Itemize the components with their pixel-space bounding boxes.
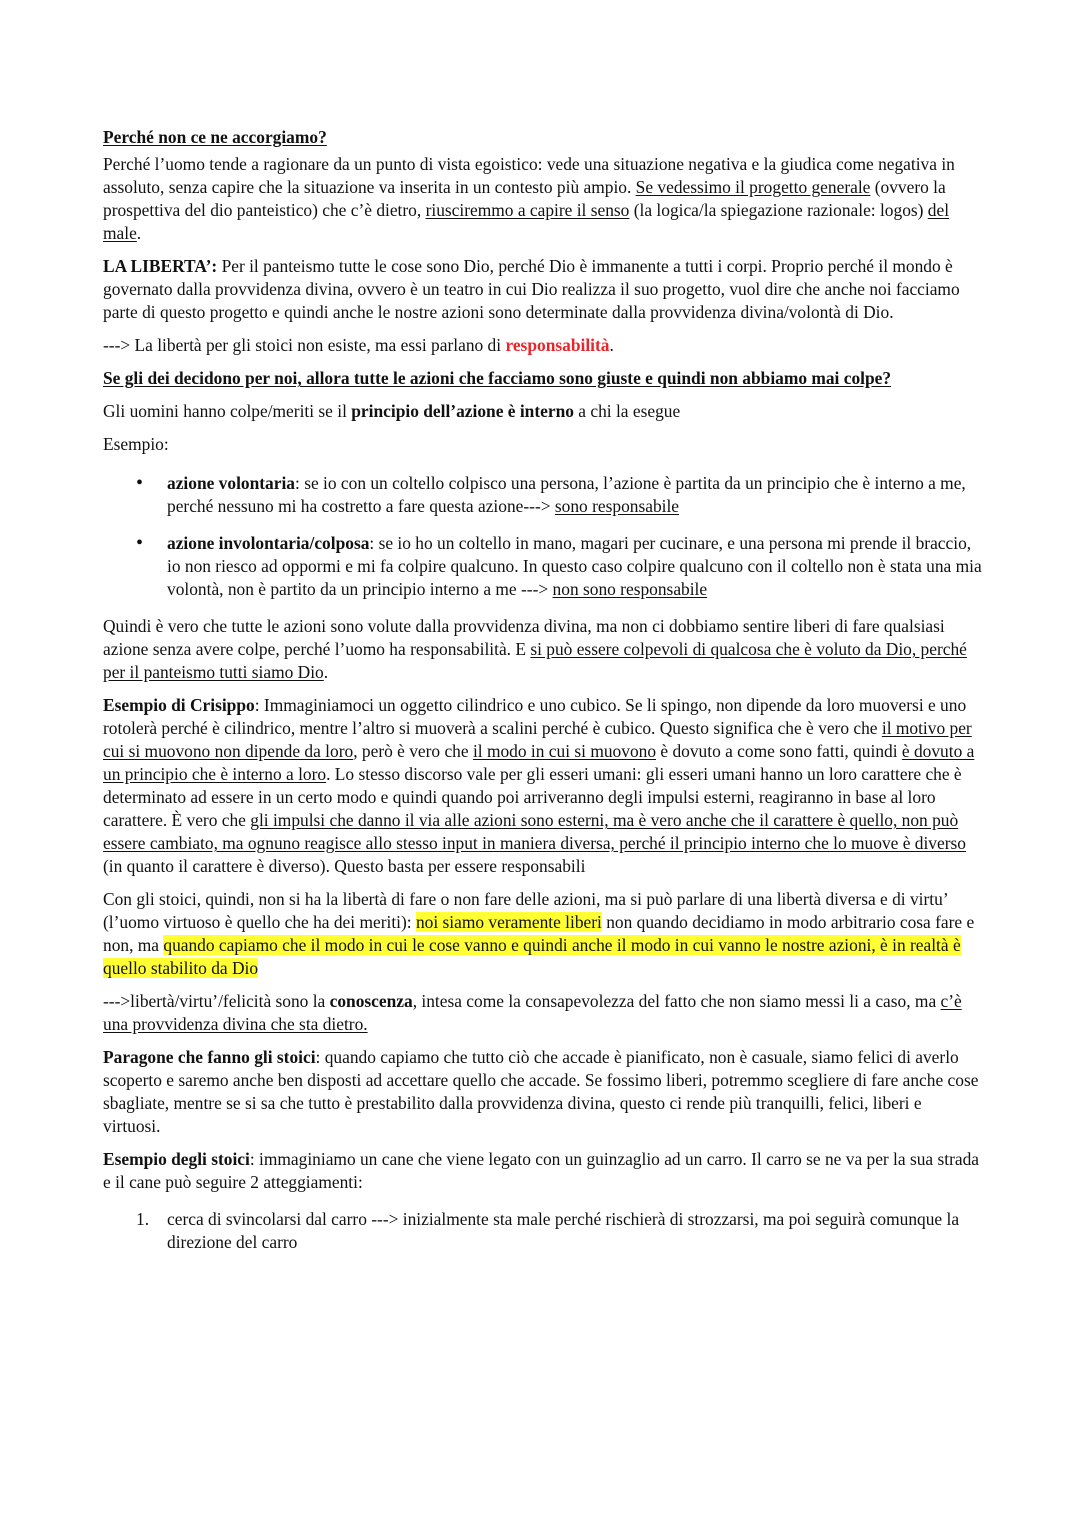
bullet-list-azioni — [103, 472, 983, 601]
paragraph-colpevoli — [103, 615, 983, 684]
text: : immaginiamo un cane che viene legato con un guinzaglio ad un carro. Il carro se ne va per la sua strada e il cane può seguire 2 atteggiamenti: — [103, 1149, 980, 1192]
text: . — [323, 662, 329, 682]
paragraph-paragone — [103, 1046, 983, 1138]
paragraph-principio-azione — [103, 400, 983, 423]
paragone-label: Paragone che fanno gli stoici — [103, 1047, 316, 1067]
underlined-text: Se vedessimo il progetto generale — [635, 177, 871, 197]
underlined-text: sono responsabile — [554, 496, 680, 516]
text: (in quanto il carattere è diverso). Questo basta per essere responsabili — [103, 856, 586, 876]
text: . — [136, 223, 142, 243]
text: Quindi è vero che tutte le azioni sono volute dalla provvidenza divina, ma non ci dobbiamo sentire liberi di fare qualsiasi azione senza avere colpe, perché l’uomo ha responsabilità. E — [103, 616, 945, 659]
underlined-text: riusciremmo a capire il senso — [425, 200, 630, 220]
text: (ovvero la prospettiva del dio panteistico) che c’è dietro, — [103, 177, 946, 220]
underlined-text: il motivo per cui si muovono non dipende da loro — [103, 718, 972, 761]
crisippo-label: Esempio di Crisippo — [103, 695, 255, 715]
responsabilita-keyword: responsabilità — [505, 335, 610, 355]
list-item-azione-involontaria — [103, 532, 983, 601]
text: Con gli stoici, quindi, non si ha la libertà di fare o non fare delle azioni, ma si può parlare di una libertà diversa e di virtu’ (l’uomo virtuoso è quello che ha dei meriti): — [103, 889, 948, 932]
highlighted-text: noi siamo veramente liberi — [415, 912, 602, 932]
text: cerca di svincolarsi dal carro ---> inizialmente sta male perché rischierà di strozzarsi, ma poi seguirà comunque la direzione del carro — [167, 1209, 960, 1252]
paragraph-conoscenza — [103, 990, 983, 1036]
text: . Lo stesso discorso vale per gli esseri umani: gli esseri umani hanno un loro carattere che è determinato ad essere in un certo modo e quindi quando poi arriveranno degli impulsi esterni, reagiranno in base al loro carattere. È vero che — [103, 764, 962, 830]
text: Gli uomini hanno colpe/meriti se il — [103, 401, 352, 421]
underlined-text: c’è una provvidenza divina che sta dietro. — [103, 991, 962, 1034]
underlined-text: è dovuto a un principio che è interno a loro — [103, 741, 975, 784]
text: non quando decidiamo in modo arbitrario cosa fare e non, ma — [103, 912, 975, 955]
list-item-azione-volontaria — [103, 472, 983, 518]
list-number: 1. — [136, 1209, 150, 1229]
bold-text: conoscenza — [329, 991, 413, 1011]
text: ---> La libertà per gli stoici non esiste, ma essi parlano di — [103, 335, 506, 355]
liberta-label: LA LIBERTA’: — [103, 256, 218, 276]
text: è dovuto a come sono fatti, quindi — [656, 741, 902, 761]
text: : se io ho un coltello in mano, magari per cucinare, e una persona mi prende il braccio, io non riesco ad oppormi e mi fa colpire qualcuno. In questo caso colpire qualcuno con il coltello non è stata una mia volontà, non è partito da un principio interno a me ---> — [167, 533, 982, 599]
underlined-text: si può essere colpevoli di qualcosa che è voluto da Dio, perché per il panteismo tutti siamo Dio — [103, 639, 967, 682]
text: --->libertà/virtu’/felicità sono la — [103, 991, 330, 1011]
underlined-text: gli impulsi che danno il via alle azioni sono esterni, ma è vero anche che il carattere è quello, non può essere cambiato, ma ognuno reagisce allo stesso input in maniera diversa, perché il principio interno che lo muove è diverso — [103, 810, 966, 853]
bold-text: azione volontaria — [167, 473, 296, 493]
underlined-text: non sono responsabile — [552, 579, 708, 599]
highlighted-text: quando capiamo che il modo in cui le cose vanno e quindi anche il modo in cui vanno le nostre azioni, è in realtà è quello stabilito da Dio — [103, 935, 961, 978]
text: , però è vero che — [353, 741, 473, 761]
paragraph-liberta — [103, 255, 983, 324]
heading-perche-non-ce-ne-accorgiamo: Perché non ce ne accorgiamo? — [103, 127, 327, 147]
bold-text: azione involontaria/colposa — [167, 533, 370, 553]
text: . — [609, 335, 614, 355]
paragraph-liberta-stoici — [103, 888, 983, 980]
bold-text: principio dell’azione è interno — [351, 401, 574, 421]
paragraph-egoismo — [103, 153, 983, 245]
numbered-list-atteggiamenti — [103, 1208, 983, 1254]
esempio-label: Esempio: — [103, 434, 169, 454]
list-item-svincolarsi — [103, 1208, 983, 1254]
paragraph-esempio-stoici — [103, 1148, 983, 1194]
text: a chi la esegue — [573, 401, 681, 421]
paragraph-responsabilita — [103, 334, 983, 357]
text: Per il panteismo tutte le cose sono Dio, perché Dio è immanente a tutti i corpi. Proprio perché il mondo è governato dalla provvidenza divina, ovvero è un teatro in cui Dio realizza il suo progetto, vuol dire che anche noi facciamo parte di questo progetto e quindi anche le nostre azioni sono determinate dalla provvidenza divina/volontà di Dio. — [103, 256, 960, 322]
text: Perché l’uomo tende a ragionare da un punto di vista egoistico: vede una situazione negativa e la giudica come negativa in assoluto, senza capire che la situazione va inserita in un contesto più ampio. — [103, 154, 955, 197]
text: : Immaginiamoci un oggetto cilindrico e uno cubico. Se li spingo, non dipende da loro muoversi e uno rotolerà perché è cilindrico, mentre l’altro si muoverà a scalini perché è cubico. Questo significa che è vero che — [103, 695, 967, 738]
document-page — [103, 126, 983, 1254]
heading-dei-decidono: Se gli dei decidono per noi, allora tutte le azioni che facciamo sono giuste e quindi non abbiamo mai colpe? — [103, 368, 892, 388]
text: : se io con un coltello colpisco una persona, l’azione è partita da un principio che è interno a me, perché nessuno mi ha costretto a fare questa azione---> — [167, 473, 966, 516]
underlined-text: del male — [103, 200, 950, 243]
text: (la logica/la spiegazione razionale: logos) — [629, 200, 928, 220]
text: : quando capiamo che tutto ciò che accade è pianificato, non è casuale, siamo felici di averlo scoperto e saremo anche ben disposti ad accettare quello che accade. Se fossimo liberi, potremmo scegliere di fare anche cose sbagliate, mentre se si sa che tutto è prestabilito dalla provvidenza divina, questo ci rende più tranquilli, felici, liberi e virtuosi. — [103, 1047, 979, 1136]
paragraph-crisippo — [103, 694, 983, 878]
underlined-text: il modo in cui si muovono — [472, 741, 657, 761]
esempio-stoici-label: Esempio degli stoici — [103, 1149, 250, 1169]
text: , intesa come la consapevolezza del fatto che non siamo messi li a caso, ma — [412, 991, 941, 1011]
